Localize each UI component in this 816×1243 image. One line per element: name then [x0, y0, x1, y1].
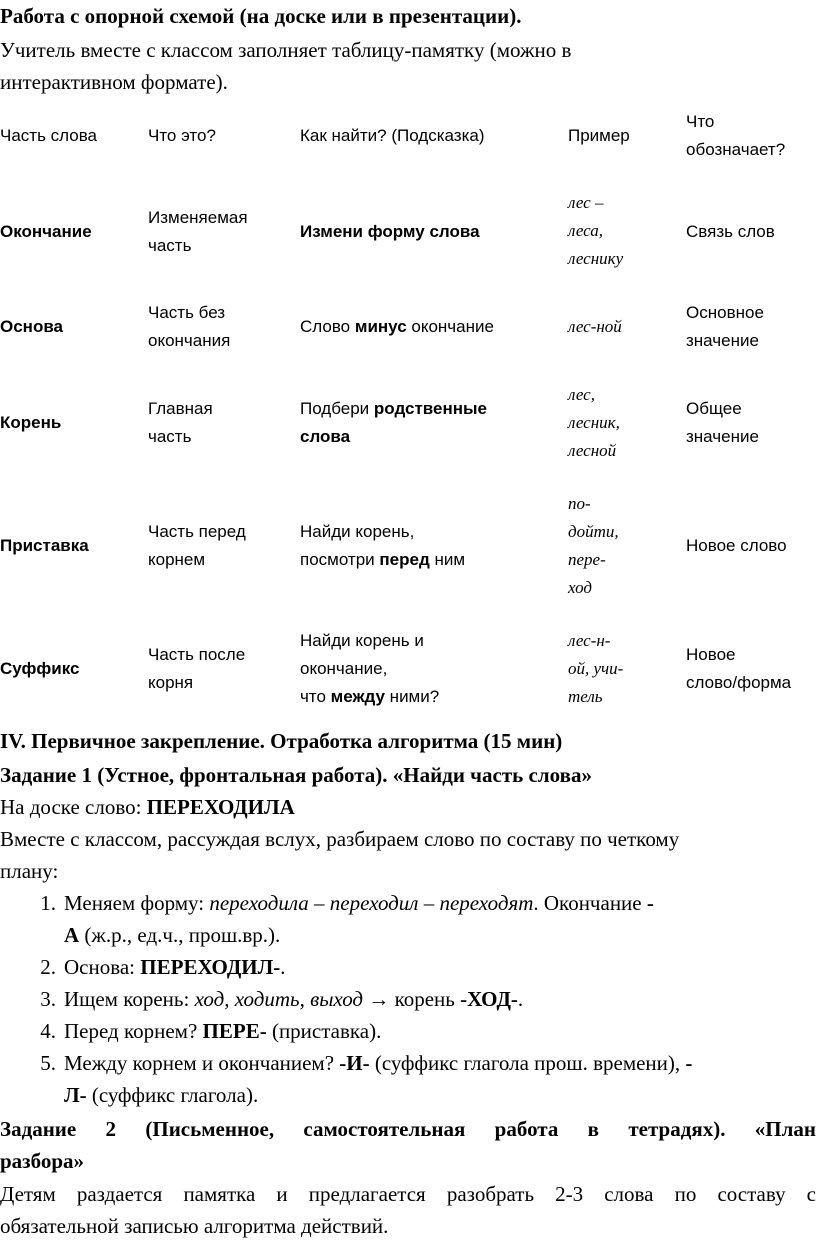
table-cell-example: леса, [568, 221, 604, 240]
table-cell-example: по- [568, 494, 591, 513]
table-cell: окончания [148, 331, 231, 350]
table-cell: Изменяемая [148, 208, 248, 227]
table-cell: Часть после [148, 645, 246, 664]
table-header-cell: Что это? [148, 126, 216, 145]
task-description: Детям раздается памятка и предлагается разобрать 2-3 слова по составу с [0, 1182, 816, 1206]
table-cell: Часть без [148, 303, 226, 322]
table-header-cell: Как найти? (Подсказка) [300, 126, 485, 145]
table-cell-part: Суффикс [0, 659, 80, 678]
intro-line: Учитель вместе с классом заполняет таблицу-памятку (можно в [0, 38, 572, 62]
table-cell-part: Окончание [0, 222, 92, 241]
table-cell: слово/форма [686, 673, 792, 692]
section-title: IV. Первичное закрепление. Отработка алгоритма (15 мин) [0, 729, 563, 753]
table-cell: часть [148, 427, 192, 446]
table-cell-part: Приставка [0, 536, 89, 555]
table-cell: Найди корень и [300, 631, 424, 650]
task-description: плану: [0, 859, 59, 883]
task-description: обязательной записью алгоритма действий. [0, 1214, 389, 1238]
table-cell: Найди корень, [300, 522, 415, 541]
task-description: Вместе с классом, рассуждая вслух, разбираем слово по составу по четкому [0, 827, 680, 851]
table-cell: окончание, [300, 659, 388, 678]
table-cell-example: ход [568, 578, 592, 597]
table-cell-example: ой, учи- [568, 659, 624, 678]
task-title: Задание 1 (Устное, фронтальная работа). «Найди часть слова» [0, 763, 592, 787]
table-cell: Связь слов [686, 222, 775, 241]
table-cell: слова [300, 427, 351, 446]
task-title: разбора» [0, 1149, 85, 1173]
table-cell: Основное [686, 303, 764, 322]
table-cell-part: Корень [0, 413, 62, 432]
table-cell: Слово минус окончание [300, 317, 494, 336]
table-cell: Измени форму слова [300, 222, 480, 241]
list-item-continuation: А (ж.р., ед.ч., прош.вр.). [64, 923, 281, 947]
table-cell: Новое [686, 645, 736, 664]
table-cell: Часть перед [148, 522, 246, 541]
table-header-cell: Что [686, 112, 715, 131]
table-cell: значение [686, 427, 759, 446]
table-cell-part: Основа [0, 317, 64, 336]
table-cell-example: лес, [568, 385, 595, 404]
table-cell-example: лес-ной [568, 317, 622, 336]
table-cell: значение [686, 331, 759, 350]
table-cell: Главная [148, 399, 213, 418]
table-cell-example: пере- [568, 550, 606, 569]
table-cell: корня [148, 673, 194, 692]
table-cell-example: лес – [568, 193, 604, 212]
table-cell: Подбери родственные [300, 399, 487, 418]
table-cell-example: тель [568, 687, 603, 706]
table-cell: что между ними? [300, 687, 440, 706]
table-header-cell: Часть слова [0, 126, 98, 145]
table-cell-example: лес-н- [568, 631, 611, 650]
table-cell-example: леснику [568, 249, 624, 268]
section-heading: Работа с опорной схемой (на доске или в презентации). [0, 4, 522, 28]
table-cell-example: лесной [568, 441, 617, 460]
table-cell: Общее [686, 399, 742, 418]
table-cell-example: лесник, [568, 413, 620, 432]
table-cell: Новое слово [686, 536, 787, 555]
table-cell: посмотри перед ним [300, 550, 466, 569]
table-cell: корнем [148, 550, 206, 569]
task-title: Задание 2 (Письменное, самостоятельная работа в тетрадях). «План [0, 1117, 816, 1141]
table-cell: часть [148, 236, 192, 255]
intro-line: интерактивном формате). [0, 70, 228, 94]
list-item-continuation: Л- (суффикс глагола). [64, 1083, 259, 1107]
table-header-cell: обозначает? [686, 140, 786, 159]
board-word-line: На доске слово: ПЕРЕХОДИЛА [0, 795, 295, 819]
table-cell-example: дойти, [568, 522, 619, 541]
table-header-cell: Пример [568, 126, 630, 145]
